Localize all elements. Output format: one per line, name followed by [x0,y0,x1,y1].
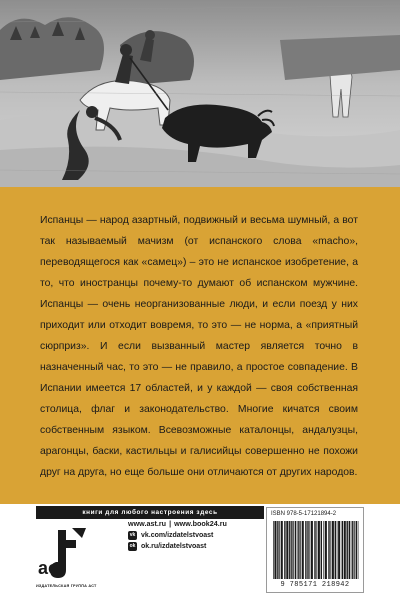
barcode-bar [338,521,340,579]
book-description: Испанцы — народ азартный, подвижный и весьма шумный, а вот так называемый мачизм (от испанского слова «macho», переводящегося как «самец») – это не испанское изобретение, а то, что иностранцы почему-то думают об испанском мужчине. Испанцы — очень неорганизованные люди, и если поезд у них приходит или отходит вовремя, то это — не норма, а «приятный сюрприз». И если вызванный мастер является точно в назначенный час, то это — не правило, а простое совпадение. В Испании имеется 17 областей, и у каждой — своя собственная столица, флаг и законодательство. Многие кичатся своим собственным языком. Всевозможные каталонцы, андалузцы, арагонцы, баски, кастильцы и галисийцы совершенно не похожи друг на друга, но еще больше они отличаются от других народов. [40,215,358,478]
barcode-bar [318,521,320,579]
barcode-bar [284,521,285,579]
barcode-digits: 9 785171 218942 [280,581,350,589]
barcode-bar [295,521,296,579]
isbn-barcode-box [266,507,364,593]
barcode-bar [354,521,355,579]
description-panel [0,187,400,504]
barcode-bar [302,521,304,579]
barcode-bar [314,521,315,579]
barcode-bar [323,521,324,579]
cover-footer [0,504,400,600]
barcode-bar [358,521,359,579]
barcode-bar [279,521,280,579]
bullfight-engraving [0,0,400,187]
vk-icon: vk [129,532,136,538]
barcode-bar [332,521,334,579]
barcode-bar [335,521,336,579]
barcode-bar [277,521,278,579]
barcode-bar [342,521,343,579]
barcode-bar [344,521,346,579]
barcode-bar [352,521,353,579]
odnoklassniki-icon: ok [129,543,136,549]
barcode-bar [297,521,298,579]
ast-logo-icon [36,526,94,582]
barcode-bar [337,521,338,579]
book24-website-link[interactable]: www.book24.ru [174,519,227,528]
barcode-bar [291,521,292,579]
engraving-image [0,0,400,187]
logo-wordmark: act [38,558,65,578]
barcode-bar [325,521,327,579]
series-slogan: книги для любого настроения здесь [36,506,264,519]
publisher-caption: ИЗДАТЕЛЬСКАЯ ГРУППА АСТ [36,584,97,588]
barcode-bar [289,521,290,579]
barcode-bar [300,521,301,579]
barcode-bar [349,521,350,579]
ok-link-row[interactable] [128,542,206,551]
website-separator: | [169,519,172,528]
barcode-bar [293,521,294,579]
barcode-bar [321,521,322,579]
vk-link-row[interactable] [128,531,213,540]
barcode-bar [311,521,313,579]
barcode-icon [272,521,360,579]
barcode-bar [298,521,299,579]
ast-website-link[interactable]: www.ast.ru [128,519,167,528]
barcode-bar [330,521,331,579]
vk-link: vk.com/izdatelstvoast [141,532,214,539]
barcode-bar [286,521,288,579]
barcode-bar [273,521,274,579]
barcode-bar [274,521,276,579]
barcode-bar [309,521,310,579]
barcode-bar [305,521,306,579]
barcode-bar [316,521,317,579]
isbn-number: ISBN 978-5-17121894-2 [271,511,337,517]
barcode-bar [356,521,357,579]
barcode-bar [328,521,329,579]
barcode-bar [307,521,308,579]
barcode-bar [281,521,283,579]
ok-link: ok.ru/izdatelstvoast [141,543,207,550]
barcode-bar [347,521,348,579]
barcode-bar [351,521,352,579]
publisher-websites [128,519,227,528]
